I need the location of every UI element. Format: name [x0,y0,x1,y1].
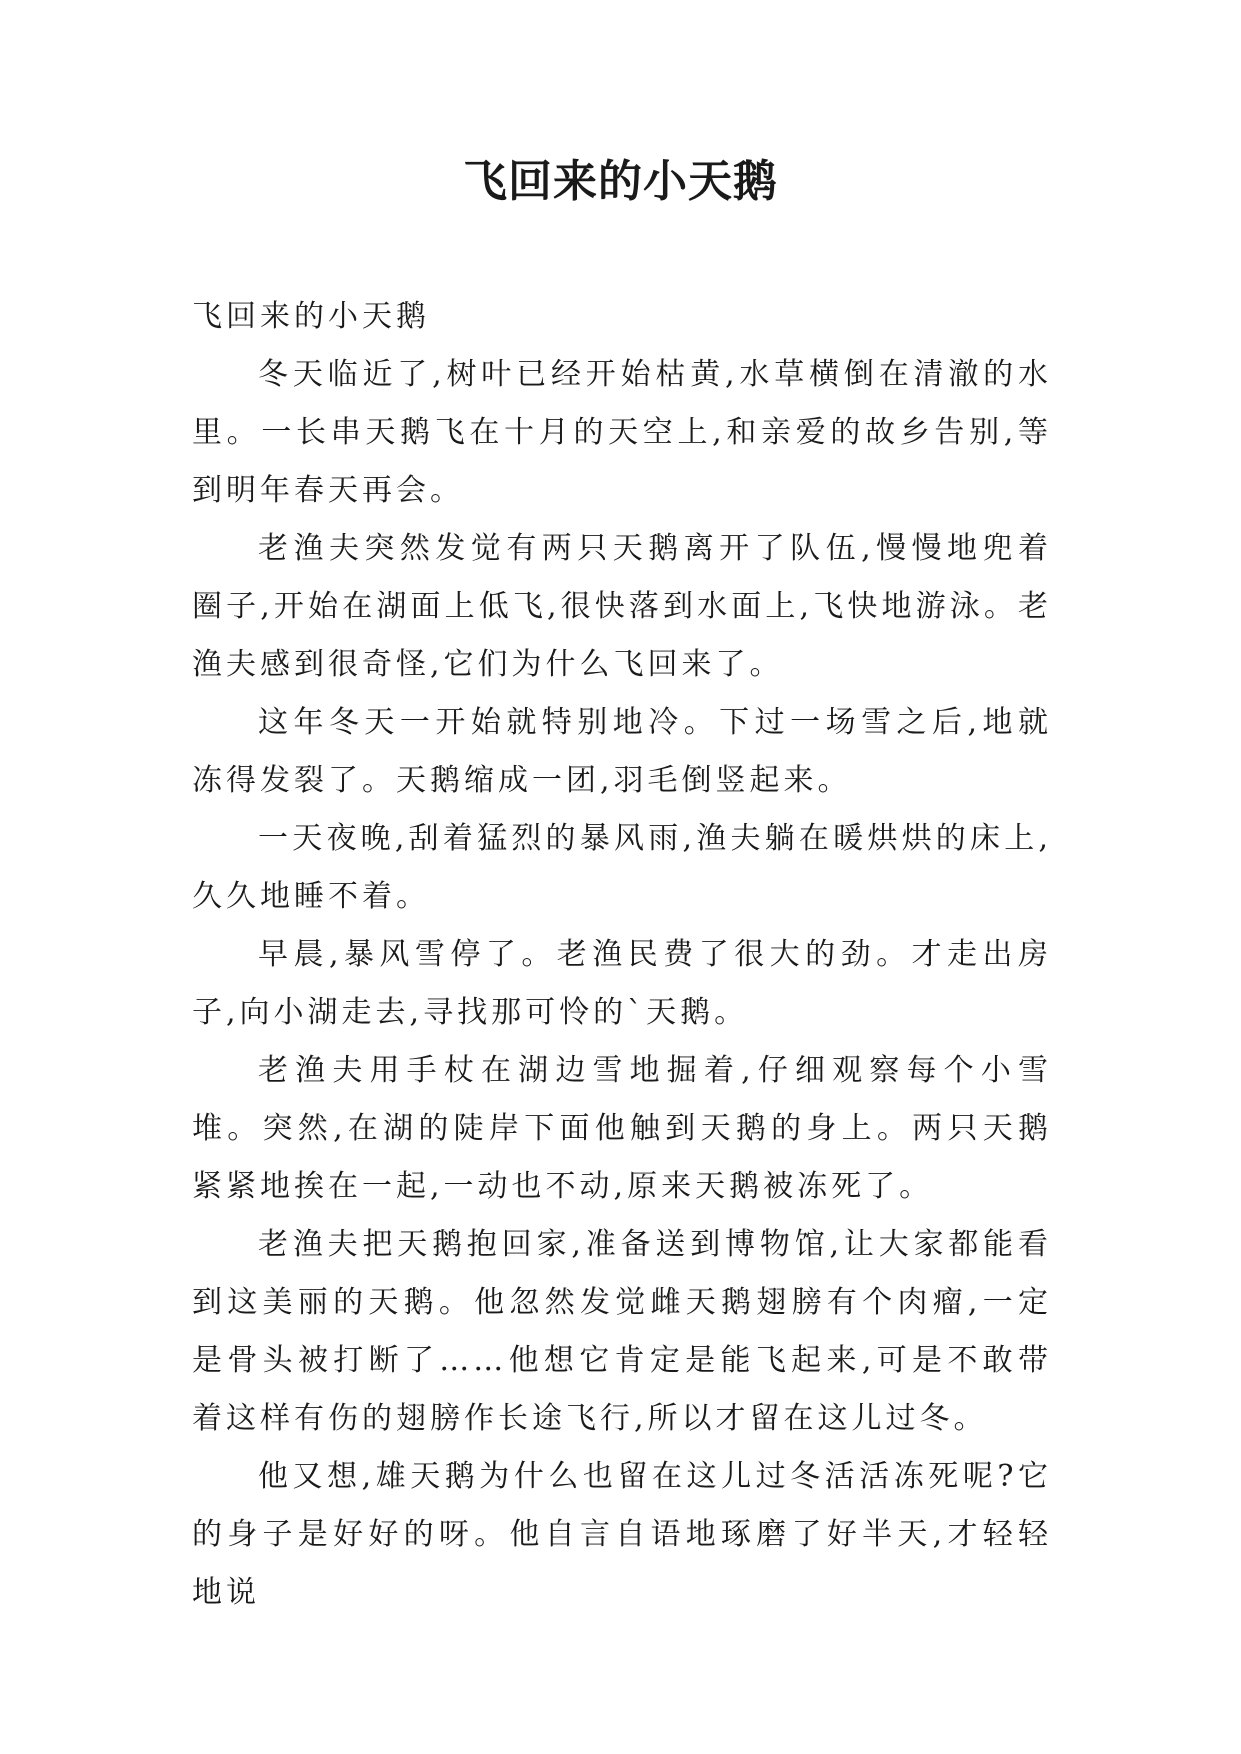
paragraph: 早晨,暴风雪停了。老渔民费了很大的劲。才走出房子,向小湖走去,寻找那可怜的`天鹅。 [192,937,1052,1030]
paragraph: 一天夜晚,刮着猛烈的暴风雨,渔夫躺在暖烘烘的床上,久久地睡不着。 [192,821,1052,914]
paragraph: 老渔夫用手杖在湖边雪地掘着,仔细观察每个小雪堆。突然,在湖的陡岸下面他触到天鹅的身上。两只天鹅紧紧地挨在一起,一动也不动,原来天鹅被冻死了。 [192,1053,1052,1204]
document-title: 飞回来的小天鹅 [463,156,778,207]
document-body [192,288,1052,1622]
document-subtitle: 飞回来的小天鹅 [192,299,430,334]
paragraph: 他又想,雄天鹅为什么也留在这儿过冬活活冻死呢?它的身子是好好的呀。他自言自语地琢磨了好半天,才轻轻地说 [192,1459,1052,1610]
paragraph: 老渔夫把天鹅抱回家,准备送到博物馆,让大家都能看到这美丽的天鹅。他忽然发觉雌天鹅翅膀有个肉瘤,一定是骨头被打断了……他想它肯定是能飞起来,可是不敢带着这样有伤的翅膀作长途飞行,所以才留在这儿过冬。 [192,1227,1052,1436]
paragraph: 老渔夫突然发觉有两只天鹅离开了队伍,慢慢地兜着圈子,开始在湖面上低飞,很快落到水面上,飞快地游泳。老渔夫感到很奇怪,它们为什么飞回来了。 [192,531,1052,682]
paragraph: 冬天临近了,树叶已经开始枯黄,水草横倒在清澈的水里。一长串天鹅飞在十月的天空上,和亲爱的故乡告别,等到明年春天再会。 [192,357,1052,508]
paragraph: 这年冬天一开始就特别地冷。下过一场雪之后,地就冻得发裂了。天鹅缩成一团,羽毛倒竖起来。 [192,705,1052,798]
